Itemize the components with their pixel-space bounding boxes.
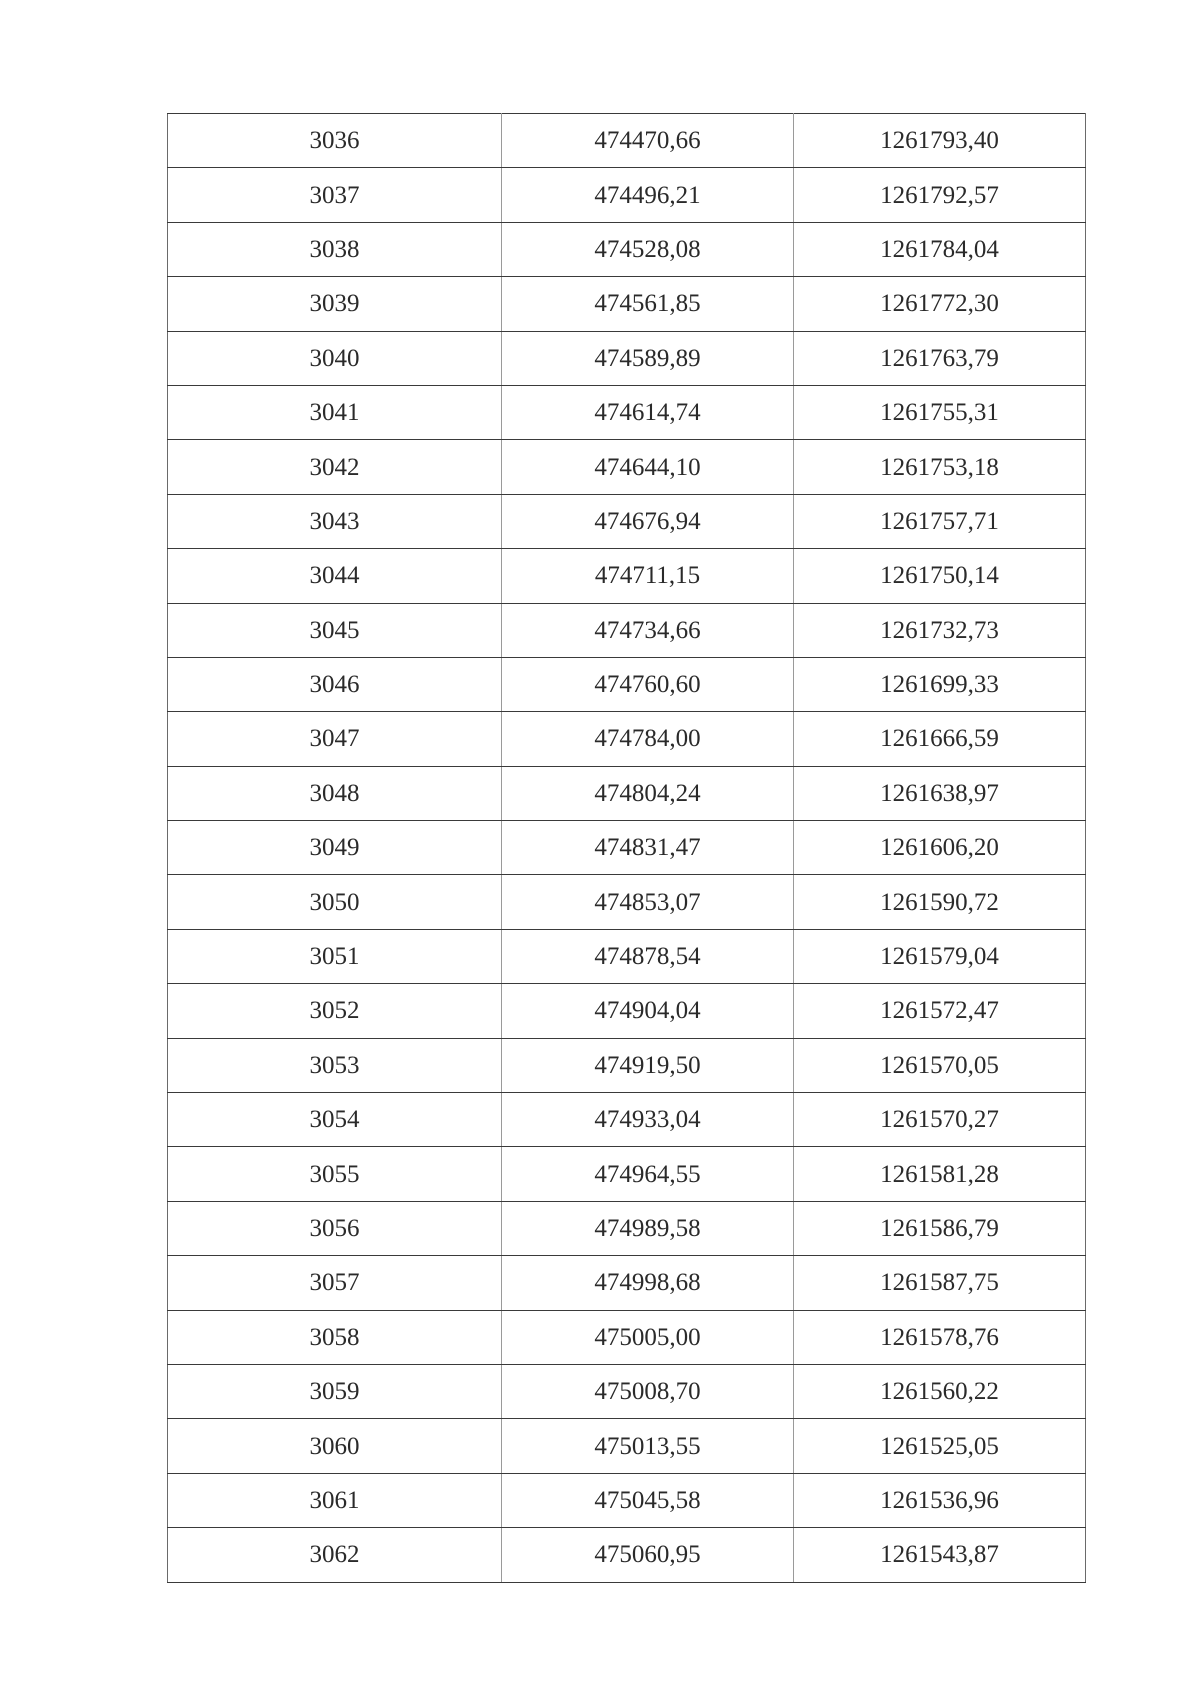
point-id-cell: 3055 (168, 1147, 502, 1201)
point-id-cell: 3052 (168, 984, 502, 1038)
table-row (168, 984, 1086, 1038)
x-coordinate-cell: 474853,07 (502, 875, 794, 929)
y-coordinate-cell: 1261572,47 (794, 984, 1086, 1038)
x-coordinate-cell: 474561,85 (502, 277, 794, 331)
y-coordinate-cell: 1261525,05 (794, 1419, 1086, 1473)
table-row (168, 1038, 1086, 1092)
table-row (168, 1528, 1086, 1582)
x-coordinate-cell: 475060,95 (502, 1528, 794, 1582)
x-coordinate-cell: 474496,21 (502, 168, 794, 222)
y-coordinate-cell: 1261755,31 (794, 385, 1086, 439)
point-id-cell: 3059 (168, 1364, 502, 1418)
y-coordinate-cell: 1261792,57 (794, 168, 1086, 222)
point-id-cell: 3042 (168, 440, 502, 494)
table-row (168, 603, 1086, 657)
table-row (168, 440, 1086, 494)
table-row (168, 1201, 1086, 1255)
x-coordinate-cell: 474676,94 (502, 494, 794, 548)
x-coordinate-cell: 474614,74 (502, 385, 794, 439)
point-id-cell: 3058 (168, 1310, 502, 1364)
y-coordinate-cell: 1261536,96 (794, 1473, 1086, 1527)
point-id-cell: 3062 (168, 1528, 502, 1582)
y-coordinate-cell: 1261560,22 (794, 1364, 1086, 1418)
y-coordinate-cell: 1261586,79 (794, 1201, 1086, 1255)
x-coordinate-cell: 474804,24 (502, 766, 794, 820)
table-row (168, 766, 1086, 820)
table-row (168, 331, 1086, 385)
y-coordinate-cell: 1261587,75 (794, 1256, 1086, 1310)
coordinates-table-body (168, 114, 1086, 1583)
y-coordinate-cell: 1261570,27 (794, 1093, 1086, 1147)
point-id-cell: 3051 (168, 929, 502, 983)
y-coordinate-cell: 1261570,05 (794, 1038, 1086, 1092)
point-id-cell: 3046 (168, 657, 502, 711)
x-coordinate-cell: 475005,00 (502, 1310, 794, 1364)
x-coordinate-cell: 474919,50 (502, 1038, 794, 1092)
table-row (168, 277, 1086, 331)
y-coordinate-cell: 1261784,04 (794, 222, 1086, 276)
table-row (168, 385, 1086, 439)
point-id-cell: 3057 (168, 1256, 502, 1310)
point-id-cell: 3044 (168, 549, 502, 603)
point-id-cell: 3049 (168, 821, 502, 875)
point-id-cell: 3060 (168, 1419, 502, 1473)
y-coordinate-cell: 1261590,72 (794, 875, 1086, 929)
point-id-cell: 3054 (168, 1093, 502, 1147)
table-row (168, 222, 1086, 276)
x-coordinate-cell: 474989,58 (502, 1201, 794, 1255)
x-coordinate-cell: 474831,47 (502, 821, 794, 875)
y-coordinate-cell: 1261699,33 (794, 657, 1086, 711)
point-id-cell: 3043 (168, 494, 502, 548)
point-id-cell: 3053 (168, 1038, 502, 1092)
x-coordinate-cell: 474589,89 (502, 331, 794, 385)
point-id-cell: 3056 (168, 1201, 502, 1255)
x-coordinate-cell: 474878,54 (502, 929, 794, 983)
table-row (168, 1473, 1086, 1527)
y-coordinate-cell: 1261757,71 (794, 494, 1086, 548)
y-coordinate-cell: 1261581,28 (794, 1147, 1086, 1201)
y-coordinate-cell: 1261793,40 (794, 114, 1086, 168)
table-row (168, 549, 1086, 603)
point-id-cell: 3036 (168, 114, 502, 168)
point-id-cell: 3040 (168, 331, 502, 385)
y-coordinate-cell: 1261732,73 (794, 603, 1086, 657)
y-coordinate-cell: 1261578,76 (794, 1310, 1086, 1364)
point-id-cell: 3048 (168, 766, 502, 820)
y-coordinate-cell: 1261763,79 (794, 331, 1086, 385)
table-row (168, 114, 1086, 168)
table-row (168, 821, 1086, 875)
point-id-cell: 3061 (168, 1473, 502, 1527)
y-coordinate-cell: 1261579,04 (794, 929, 1086, 983)
y-coordinate-cell: 1261666,59 (794, 712, 1086, 766)
point-id-cell: 3050 (168, 875, 502, 929)
table-row (168, 1256, 1086, 1310)
y-coordinate-cell: 1261753,18 (794, 440, 1086, 494)
y-coordinate-cell: 1261750,14 (794, 549, 1086, 603)
table-row (168, 168, 1086, 222)
point-id-cell: 3038 (168, 222, 502, 276)
table-row (168, 929, 1086, 983)
x-coordinate-cell: 474904,04 (502, 984, 794, 1038)
table-row (168, 1147, 1086, 1201)
table-row (168, 875, 1086, 929)
table-row (168, 657, 1086, 711)
y-coordinate-cell: 1261606,20 (794, 821, 1086, 875)
y-coordinate-cell: 1261543,87 (794, 1528, 1086, 1582)
table-row (168, 1093, 1086, 1147)
x-coordinate-cell: 474964,55 (502, 1147, 794, 1201)
x-coordinate-cell: 474933,04 (502, 1093, 794, 1147)
table-row (168, 494, 1086, 548)
table-row (168, 712, 1086, 766)
x-coordinate-cell: 474470,66 (502, 114, 794, 168)
x-coordinate-cell: 474644,10 (502, 440, 794, 494)
point-id-cell: 3045 (168, 603, 502, 657)
x-coordinate-cell: 474528,08 (502, 222, 794, 276)
x-coordinate-cell: 475045,58 (502, 1473, 794, 1527)
x-coordinate-cell: 474784,00 (502, 712, 794, 766)
x-coordinate-cell: 474711,15 (502, 549, 794, 603)
point-id-cell: 3047 (168, 712, 502, 766)
x-coordinate-cell: 474734,66 (502, 603, 794, 657)
table-row (168, 1310, 1086, 1364)
table-row (168, 1364, 1086, 1418)
x-coordinate-cell: 474760,60 (502, 657, 794, 711)
x-coordinate-cell: 475013,55 (502, 1419, 794, 1473)
y-coordinate-cell: 1261772,30 (794, 277, 1086, 331)
table-row (168, 1419, 1086, 1473)
y-coordinate-cell: 1261638,97 (794, 766, 1086, 820)
point-id-cell: 3039 (168, 277, 502, 331)
coordinates-table (167, 113, 1086, 1583)
point-id-cell: 3041 (168, 385, 502, 439)
point-id-cell: 3037 (168, 168, 502, 222)
x-coordinate-cell: 474998,68 (502, 1256, 794, 1310)
x-coordinate-cell: 475008,70 (502, 1364, 794, 1418)
